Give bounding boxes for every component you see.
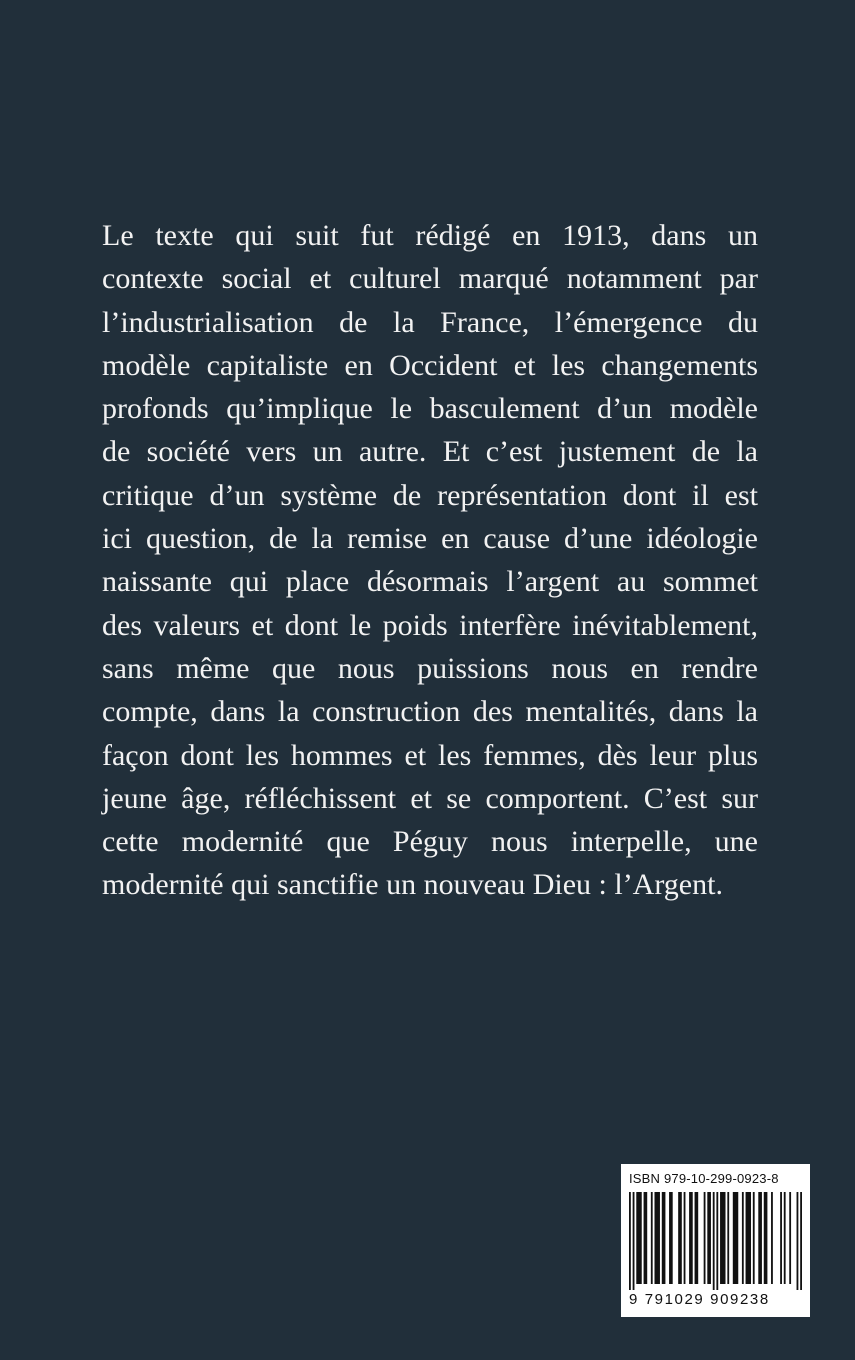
barcode-bar	[713, 1192, 715, 1290]
blurb-line: des valeurs et dont le poids interfère inévitablement,	[102, 608, 758, 642]
barcode-bar	[633, 1192, 635, 1290]
barcode-bar	[742, 1192, 744, 1284]
blurb-line: critique d’un système de représentation dont il est	[102, 478, 758, 512]
barcode-bar	[780, 1192, 782, 1284]
barcode-bar	[758, 1192, 762, 1284]
blurb-line: façon dont les hommes et les femmes, dès leur plus	[102, 738, 758, 772]
barcode-bar	[629, 1192, 631, 1290]
barcode-bar	[753, 1192, 755, 1284]
barcode-icon	[629, 1192, 802, 1290]
barcode-bar	[797, 1192, 799, 1290]
barcode-bar	[644, 1192, 648, 1284]
blurb-line: cette modernité que Péguy nous interpelle, une	[102, 825, 758, 859]
blurb-line: l’industrialisation de la France, l’émergence du	[102, 305, 758, 339]
blurb-line: de société vers un autre. Et c’est justement de la	[102, 435, 758, 469]
barcode-bar	[678, 1192, 682, 1284]
barcode-bar	[654, 1192, 659, 1284]
barcode-bar	[764, 1192, 768, 1284]
barcode-digits: 9 791029 909238	[629, 1291, 770, 1308]
barcode-bar	[704, 1192, 706, 1284]
isbn-number: ISBN 979-10-299-0923-8	[629, 1171, 779, 1186]
blurb-line: modèle capitaliste en Occident et les changements	[102, 348, 758, 382]
blurb-line: compte, dans la construction des mentalités, dans la	[102, 695, 758, 729]
barcode-bar	[771, 1192, 773, 1284]
barcode-bar	[651, 1192, 653, 1284]
blurb-line: jeune âge, réfléchissent et se comportent. C’est sur	[102, 781, 758, 815]
barcode-bar	[720, 1192, 725, 1284]
barcode-bar	[662, 1192, 666, 1284]
barcode-bar	[789, 1192, 791, 1284]
barcode-bar	[689, 1192, 693, 1284]
barcode-bar	[727, 1192, 729, 1284]
back-cover-blurb	[102, 214, 758, 907]
blurb-line: modernité qui sanctifie un nouveau Dieu : l’Argent.	[102, 868, 723, 902]
blurb-line: Le texte qui suit fut rédigé en 1913, dans un	[102, 219, 758, 252]
barcode-bar	[784, 1192, 786, 1284]
blurb-line: profonds qu’implique le basculement d’un modèle	[102, 392, 758, 426]
barcode-bar	[669, 1192, 673, 1284]
barcode-bar	[733, 1192, 738, 1284]
barcode-bar	[707, 1192, 711, 1284]
blurb-line: contexte social et culturel marqué notamment par	[102, 262, 758, 296]
blurb-line: naissante qui place désormais l’argent au sommet	[102, 565, 758, 599]
barcode-bar	[746, 1192, 751, 1284]
barcode-bar	[636, 1192, 641, 1284]
blurb-line: ici question, de la remise en cause d’une idéologie	[102, 522, 758, 556]
barcode-bar	[716, 1192, 718, 1290]
barcode-bar	[684, 1192, 686, 1284]
isbn-barcode-label	[621, 1164, 810, 1317]
barcode-bar	[695, 1192, 699, 1284]
blurb-line: sans même que nous puissions nous en rendre	[102, 651, 758, 685]
barcode-bar	[800, 1192, 802, 1290]
